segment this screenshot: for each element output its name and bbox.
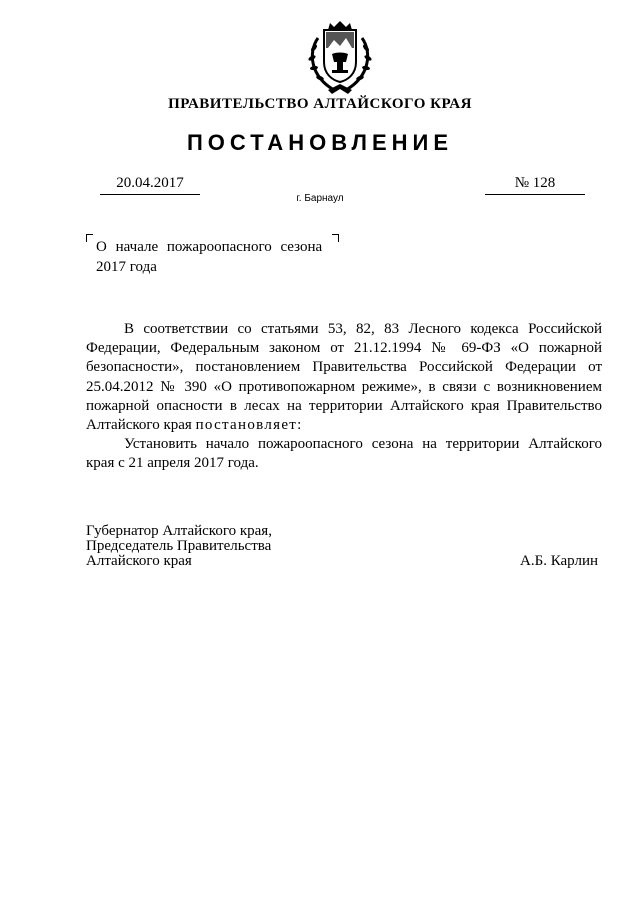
city: г. Барнаул <box>296 193 344 204</box>
document-number: № 128 <box>485 175 585 195</box>
body-paragraph-1 <box>86 320 602 435</box>
body-paragraph-2: Установить начало пожароопасного сезона на территории Алтайского края с 21 апреля 2017 года. <box>86 436 602 472</box>
document-body <box>86 320 602 474</box>
subject <box>96 237 322 277</box>
signatory-title <box>86 524 272 569</box>
subject-bracket-left <box>86 234 93 242</box>
signatory-title-line1: Губернатор Алтайского края, <box>86 523 272 539</box>
subject-line1: О начале пожароопасного сезона <box>96 239 323 255</box>
signatory-title-line2: Председатель Правительства <box>86 538 272 554</box>
subject-bracket-right <box>332 234 339 242</box>
organization-title: ПРАВИТЕЛЬСТВО АЛТАЙСКОГО КРАЯ <box>168 96 472 112</box>
body-paragraph-1-text: В соответствии со статьями 53, 82, 83 Лесного кодекса Российской Федерации, Федеральным законом от 21.12.1994 № 69-ФЗ «О пожарной безопасности», постановлением Правительства Российской Федерации от 25.04.2012 № 390 «О противопожарном режиме», в связи с возникновением пожарной опасности в лесах на территории Алтайского края Правительство Алтайского края <box>86 321 602 434</box>
document-date: 20.04.2017 <box>100 175 200 195</box>
signatory-title-line3: Алтайского края <box>86 553 192 569</box>
document-type: ПОСТАНОВЛЕНИЕ <box>186 130 454 155</box>
resolution-keyword: постановляет: <box>195 417 303 434</box>
signatory-name: А.Б. Карлин <box>520 553 599 569</box>
subject-line2: 2017 года <box>96 259 157 275</box>
coat-of-arms-icon <box>304 18 376 98</box>
